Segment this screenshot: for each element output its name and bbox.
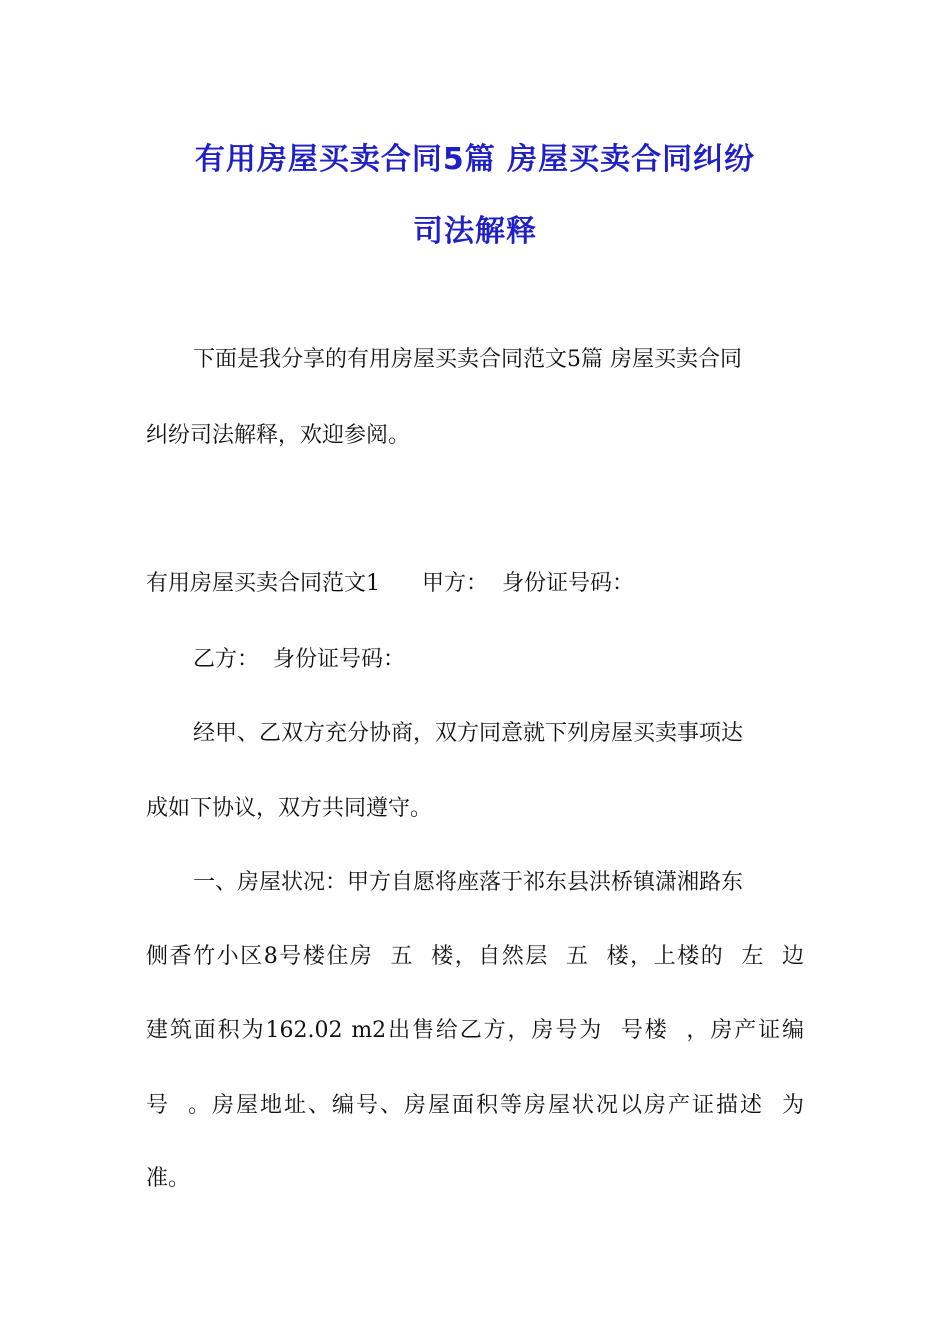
clause-1-line-2: 侧香竹小区8号楼住房 五 楼，自然层 五 楼，上楼的 左 边: [146, 944, 804, 969]
clause-1-line-4: 号 。房屋地址、编号、房屋面积等房屋状况以房产证描述 为: [146, 1093, 804, 1118]
section-heading-line: 有用房屋买卖合同范文1 甲方： 身份证号码：: [146, 571, 634, 596]
agreement-paragraph-line-1: 经甲、乙双方充分协商，双方同意就下列房屋买卖事项达: [193, 721, 744, 746]
document-title-line-2: 司法解释: [413, 214, 537, 249]
intro-paragraph-line-2: 纠纷司法解释，欢迎参阅。: [146, 423, 411, 448]
intro-paragraph-line-1: 下面是我分享的有用房屋买卖合同范文5篇 房屋买卖合同: [193, 347, 742, 372]
clause-1-line-1: 一、房屋状况：甲方自愿将座落于祁东县洪桥镇潇湘路东: [193, 870, 744, 895]
clause-1-line-5: 准。: [146, 1166, 191, 1191]
agreement-paragraph-line-2: 成如下协议，双方共同遵守。: [146, 796, 433, 821]
document-title-line-1: 有用房屋买卖合同5篇 房屋买卖合同纠纷: [194, 142, 756, 177]
clause-1-line-3: 建筑面积为162.02 m2出售给乙方，房号为 号楼 ，房产证编: [146, 1018, 804, 1043]
party-b-line: 乙方： 身份证号码：: [193, 647, 405, 672]
